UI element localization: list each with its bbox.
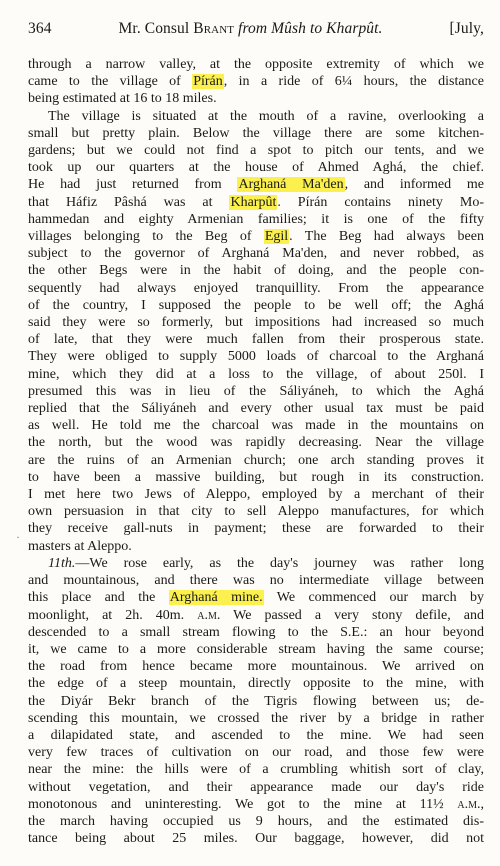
text-line [28,538,484,555]
margin-mark: · [16,530,20,544]
text-segment: scending this mountain, we crossed the river by a bridge in rather [28,710,484,726]
text-segment: I met here two Jews of Aleppo, employed by a merchant of their [28,487,484,503]
text-line [28,572,484,589]
text-segment: . The Beg had always been [289,229,484,245]
text-segment: tance being about 25 miles. Our baggage, however, did not [28,831,484,847]
text-segment: are the ruins of an Armenian church; one arch standing proves it [28,452,484,468]
text-line [28,658,484,675]
text-line [28,56,484,73]
text-segment: this place and the [28,590,169,606]
text-line [28,761,484,778]
text-line [28,452,484,469]
text-segment: , [480,796,484,812]
text-segment: The village is situated at the mouth of a ravine, overlooking a [48,108,484,124]
text-segment: a dilapidated state, and ascended to the mine. We had seen [28,727,484,743]
text-segment: gardens; but we could not find a spot to pitch our tents, and we [28,143,484,159]
text-line [28,211,484,228]
text-line [28,73,484,90]
text-segment: of late, that they were much fallen from their prosperous state. [28,332,484,348]
text-line [28,641,484,658]
text-line [28,779,484,796]
text-segment: the other Begs were in the habit of doing, and the people con- [28,263,484,279]
text-segment: replied that the Sáliyáneh and every other usual tax must be paid [28,401,484,417]
text-segment: without vegetation, and their appearance made our day's ride [28,779,484,795]
text-line [28,486,484,503]
text-segment: small but pretty plain. Below the village there are some kitchen- [28,125,484,141]
text-line [28,555,484,572]
text-segment: a.m. [457,796,481,812]
text-line [28,125,484,142]
text-segment: the road from hence became more mountainous. We arrived on [28,659,484,675]
text-segment: own persuasion in that city to sell Aleppo manufactures, for which [28,504,484,520]
text-segment: as well. He told me the charcoal was made in the mountains on [28,418,484,434]
text-segment: it, we came to a more considerable stream having the same course; [28,641,484,657]
text-line [28,348,484,365]
text-line [28,331,484,348]
text-line [28,710,484,727]
text-segment: villages belonging to the Beg of [28,229,264,245]
text-segment: that Háfiz Pâshá was at [28,194,230,210]
text-line [28,624,484,641]
text-segment: descended to a small stream flowing to the S.E.: an hour beyond [28,624,484,640]
text-line [28,813,484,830]
text-segment: and mountainous, and there was no intermediate village between [28,573,484,589]
text-segment: —We rose early, as the day's journey was rather long [75,555,484,571]
page-number: 364 [28,20,52,37]
text-line [28,796,484,813]
text-segment: They were obliged to supply 5000 loads of charcoal to the Arghaná [28,349,484,365]
highlighted-place-name: Arghaná Ma'den [238,177,344,193]
text-line [28,366,484,383]
text-segment: , in a ride of 6¼ hours, the distance [223,74,484,90]
text-segment: through a narrow valley, at the opposite extremity of which we [28,57,484,72]
text-line [28,297,484,314]
text-segment: the north, but the wood was rapidly decreasing. Near the village [28,435,484,451]
page-header [28,20,484,42]
text-line [28,280,484,297]
text-segment: subject to the governor of Arghaná Ma'den, and never robbed, as [28,246,484,262]
text-line [28,159,484,176]
text-line [28,417,484,434]
text-line [28,503,484,520]
text-line [28,400,484,417]
text-line [28,727,484,744]
text-line [28,693,484,710]
text-line [28,607,484,624]
text-line [28,744,484,761]
text-segment: hammedan and eighty Armenian families; it is one of the fifty [28,211,484,227]
text-line [28,675,484,692]
text-line [28,142,484,159]
text-segment: moonlight, at 2h. 40m. [28,607,198,623]
text-line [28,176,484,193]
text-line [28,262,484,279]
text-segment: came to the village of [28,74,193,90]
text-line [28,520,484,537]
text-line [28,383,484,400]
text-segment: , and informed me [344,177,484,193]
text-line [28,434,484,451]
text-segment: the Diyár Bekr branch of the Tigris flowing between us; de- [28,693,484,709]
title-prefix: Mr. Consul [118,20,194,37]
body-text [28,56,484,847]
text-segment: the march having occupied us 9 hours, and the estimated dis- [28,813,484,829]
text-segment: being estimated at 16 to 18 miles. [28,91,217,107]
text-line [28,228,484,245]
text-segment: of the country, I supposed the people to be well off; the Aghá [28,297,484,313]
text-segment: We passed a very stony defile, and [220,607,484,623]
text-segment: said they were so formerly, but impositions had increased so much [28,315,484,331]
title-suffix: from Mûsh to Kharpût. [234,20,383,37]
highlighted-place-name: Pírán [193,74,223,90]
text-segment: . Pírán contains ninety Mo- [277,194,484,210]
text-line [28,589,484,606]
highlighted-place-name: Egil [264,229,289,245]
text-segment: very few traces of cultivation on our road, and those few were [28,745,484,761]
highlighted-place-name: Kharpût [230,194,277,210]
text-line [28,108,484,125]
text-segment: mine, which they did at a loss to the village, of about 250l. I [28,366,484,382]
text-segment: 11th. [48,555,76,571]
text-segment: masters at Aleppo. [28,538,132,554]
text-segment: took up our quarters at the house of Ahmed Aghá, the chief. [28,160,484,176]
text-segment: the edge of a steep mountain, directly opposite to the mine, with [28,676,484,692]
text-line [28,830,484,847]
text-segment: near the mine: the hills were of a crumbling whitish sort of clay, [28,762,484,778]
text-segment: they receive gall-nuts in payment; these are forwarded to their [28,521,484,537]
text-line [28,194,484,211]
text-segment: presumed this was in lieu of the Sáliyáneh, to which the Aghá [28,383,484,399]
text-segment: He had just returned from [28,177,238,193]
text-segment: a.m. [197,607,221,623]
title-name: Brant [193,20,235,37]
text-line [28,90,484,107]
header-month: [July, [449,20,484,37]
text-line [28,245,484,262]
text-segment: monotonous and uninteresting. We got to the mine at 11½ [28,796,458,812]
text-segment: to have been a massive building, but rough in its construction. [28,469,484,485]
running-title [52,20,450,38]
text-segment: We commenced our march by [263,590,484,606]
highlighted-place-name: Arghaná mine. [169,590,263,606]
text-segment: sequently had always enjoyed tranquillity. From the appearance [28,280,484,296]
text-line [28,469,484,486]
text-line [28,314,484,331]
